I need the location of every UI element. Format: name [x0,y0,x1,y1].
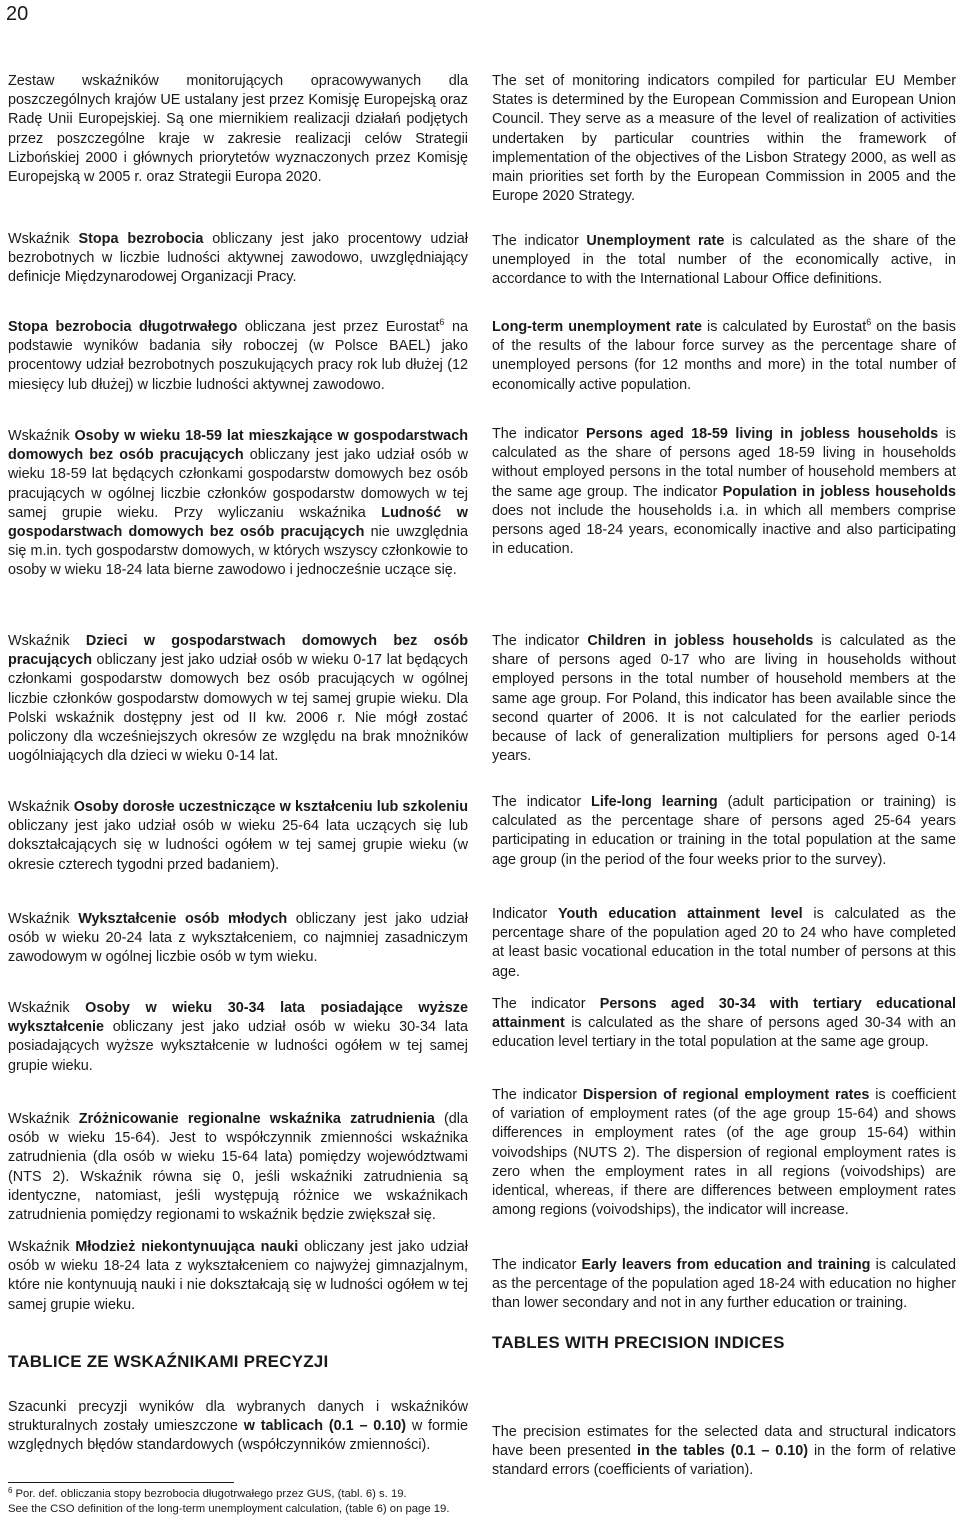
footnote-english: See the CSO definition of the long-term unemployment calculation, (table 6) on page 19. [8,1503,450,1515]
bold-term: Persons aged 18-59 living in jobless households [585,426,939,442]
section-heading-english: TABLES WITH PRECISION INDICES [492,1333,785,1352]
paragraph: The indicator Persons aged 30-34 with tertiary educational attainment is calculated as the share of persons aged 30-34 with an education level tertiary in the total population at the same age group. [492,996,956,1051]
bold-term: Młodzież niekontynuująca nauki [75,1239,299,1255]
bold-term: Population in jobless households [722,483,956,500]
bold-term: Youth education attainment level [557,906,803,922]
bold-term: in the tables (0.1 – 0.10) [636,1443,809,1460]
bold-term: Long-term unemployment rate [492,319,702,335]
bold-term: Dispersion of regional employment rates [582,1087,870,1103]
paragraph: Wskaźnik Osoby w wieku 30-34 lata posiadające wyższe wykształcenie obliczany jest jako udział osób w wieku 30-34 lata posiadających wyższe wykształcenie w ludności ogółem w tej samej grupie wieku. [8,1000,468,1074]
footnote-ref: 6 [439,317,445,327]
page-number: 20 [6,3,29,25]
bold-term: Osoby w wieku 18-59 lat mieszkające w gospodarstwach domowych bez osób pracujących [8,428,468,464]
footnote-polish-text: Por. def. obliczania stopy bezrobocia długotrwałego przez GUS, (tabl. 6) s. 19. [15,1488,407,1500]
paragraph: Long-term unemployment rate is calculated by Eurostat$^6$ on the basis of the results of the labour force survey as the percentage share of unemployed persons (for 12 months and more) in the total number of economically active population. [492,317,956,393]
footnotes [8,1487,908,1517]
footnote-ref: 6 [866,317,872,327]
paragraph: Wskaźnik Dzieci w gospodarstwach domowych bez osób pracujących obliczany jest jako udział osób w wieku 0-17 lat będących członkami gospodarstw domowych bez osób pracujących w ogólnej liczbie członków gospodarstw domowych w tej samej grupie wieku. Dla Polski wskaźnik dostępny jest od II kw. 2006 r. Nie mógł zostać policzony dla wcześniejszych okresów ze względu na brak mnożników uogólniających dla dzieci w wieku 0-14 lat. [8,633,468,765]
paragraph: The indicator Life-long learning (adult participation or training) is calculated as the percentage share of persons aged 25-64 years participating in education or training in the total population at the same age group (in the period of the four weeks prior to the survey). [492,794,957,868]
paragraph: The precision estimates for the selected data and structural indicators have been presented in the tables (0.1 – 0.10) in the form of relative standard errors (coefficients of variation). [492,1424,956,1479]
bold-term: Children in jobless households [587,633,814,649]
bold-term: Life-long learning [591,794,718,810]
paragraph: Wskaźnik Osoby dorosłe uczestniczące w kształceniu lub szkoleniu obliczany jest jako udział osób w wieku 25-64 lata uczących się lub dokształcających się w ludności ogółem w tej samej grupie wieku (w okresie czterech tygodni przed badaniem). [8,799,468,873]
bold-term: Dzieci w gospodarstwach domowych bez osób pracujących [8,633,468,669]
paragraph: The indicator Children in jobless households is calculated as the share of persons aged 0-17 who are living in households without employed persons in the total number of household members at the same age group. For Poland, this indicator has been available since the second quarter of 2006. It is not calculated for the earlier periods because of lack of generalization multipliers for persons aged 0-14 years. [492,633,957,765]
bold-term: Osoby w wieku 30-34 lata posiadające wyższe wykształcenie [8,1000,468,1036]
bold-term: Osoby dorosłe uczestniczące w kształceniu lub szkoleniu [73,799,468,815]
paragraph: The set of monitoring indicators compiled for particular EU Member States is determined by the European Commission and European Union Council. They serve as a measure of the level of realization of activities undertaken by particular countries within the framework of implementation of the objectives of the Lisbon Strategy 2000, as well as main priorities set forth by the European Commission in 2005 and the Europe 2020 Strategy. [492,73,956,205]
paragraph: Wskaźnik Osoby w wieku 18-59 lat mieszkające w gospodarstwach domowych bez osób pracujących obliczany jest jako udział osób w wieku 18-59 lat będących członkami gospodarstw domowych bez osób pracujących w ogólnej liczbie członków gospodarstw domowych w tej samej grupie wieku. Przy wyliczaniu wskaźnika Ludność w gospodarstwach domowych bez osób pracujących nie uwzględnia się m.in. tych gospodarstw domowych, w których wszyscy członkowie to osoby w wieku 18-24 lata bierne zawodowo i jednocześnie uczące się. [8,428,468,579]
paragraph: The indicator Early leavers from education and training is calculated as the percentage of the population aged 18-24 with education no higher than lower secondary and not in any further education or training. [492,1257,956,1312]
paragraph: The indicator Unemployment rate is calculated as the share of the unemployed in the total number of the economically active, in accordance to with the International Labour Office definitions. [492,233,957,288]
paragraph: Stopa bezrobocia długotrwałego obliczana jest przez Eurostat$^6$ na podstawie wyników badania siły roboczej (w Polsce BAEL) jako procentowy udział bezrobotnych poszukujących pracy rok lub dłużej (12 miesięcy lub dłużej) w liczbie ludności aktywnej zawodowo. [8,317,468,393]
paragraph: Wskaźnik Wykształcenie osób młodych obliczany jest jako udział osób w wieku 20-24 lata z wykształceniem, co najmniej zasadniczym zawodowym w ogólnej liczbie osób w tym wieku. [8,911,468,966]
bold-term: Ludność w gospodarstwach domowych bez osób pracujących [8,504,468,541]
section-heading-polish: TABLICE ZE WSKAŹNIKAMI PRECYZJI [8,1352,329,1371]
footnote-divider [8,1482,234,1483]
paragraph: The indicator Persons aged 18-59 living in jobless households is calculated as the share of persons aged 18-59 living in households without employed persons in the total number of household members at the same age group. The indicator Population in jobless households does not include the households i.a. in which all members comprise persons aged 18-24 years, economically inactive and also participating in education. [492,426,956,558]
bold-term: Stopa bezrobocia długotrwałego [8,319,238,335]
paragraph: Zestaw wskaźników monitorujących opracowywanych dla poszczególnych krajów UE ustalany jest przez Komisję Europejską oraz Radę Unii Europejskiej. Są one miernikiem realizacji działań podjętych przez poszczególne kraje w zakresie realizacji celów Strategii Lizbońskiej 2000 i głównych priorytetów wyznaczonych przez Komisję Europejską w 2005 r. oraz Strategii Europa 2020. [8,73,468,186]
bold-term: w tablicach (0.1 – 0.10) [243,1418,407,1435]
paragraph: The indicator Dispersion of regional employment rates is coefficient of variation of employment rates (of the age group 15-64) and shows differences in employment rates (of the age group 15-64) within voivodships (NUTS 2). The dispersion of regional employment rates is zero when the employment rates in all regions (voivodships) are identical, whereas, if there are differences between employment rates among regions (voivodships), the indicator will increase. [492,1087,956,1219]
footnote-marker: 6 [8,1486,13,1495]
paragraph: Wskaźnik Młodzież niekontynuująca nauki obliczany jest jako udział osób w wieku 18-24 lata z wykształceniem co najwyżej gimnazjalnym, które nie kontynuują nauki i nie dokształcają się w ludności ogółem w tej samej grupie wieku. [8,1239,468,1313]
paragraph: Szacunki precyzji wyników dla wybranych danych i wskaźników strukturalnych zostały umieszczone w tablicach (0.1 – 0.10) w formie względnych błędów standardowych (współczynników zmienności). [8,1399,469,1454]
bold-term: Early leavers from education and training [581,1257,871,1273]
paragraph: Wskaźnik Stopa bezrobocia obliczany jest jako procentowy udział bezrobotnych w liczbie ludności aktywnej zawodowo, uwzględniający definicje Międzynarodowej Organizacji Pracy. [8,231,468,286]
bold-term: Stopa bezrobocia [78,231,204,247]
bold-term: Unemployment rate [586,233,725,249]
paragraph: Wskaźnik Zróżnicowanie regionalne wskaźnika zatrudnienia (dla osób w wieku 15-64). Jest to współczynnik zmienności wskaźnika zatrudnienia (dla osób w wieku 15-64 lata) pomiędzy województwami (NTS 2). Wskaźnik równa się 0, jeśli wskaźniki zatrudnienia są identyczne, natomiast, jeśli występują różnice we wskaźnikach zatrudnienia pomiędzy regionami to wskaźnik będzie zwiększał się. [8,1111,468,1224]
bold-term: Zróżnicowanie regionalne wskaźnika zatrudnienia [78,1111,435,1127]
paragraph: Indicator Youth education attainment level is calculated as the percentage share of the population aged 20 to 24 who have completed at least basic vocational education in the total number of persons at this age. [492,906,957,980]
bold-term: Persons aged 30-34 with tertiary educational attainment [492,996,956,1032]
bold-term: Wykształcenie osób młodych [78,911,288,927]
footnote-polish [8,1487,908,1502]
